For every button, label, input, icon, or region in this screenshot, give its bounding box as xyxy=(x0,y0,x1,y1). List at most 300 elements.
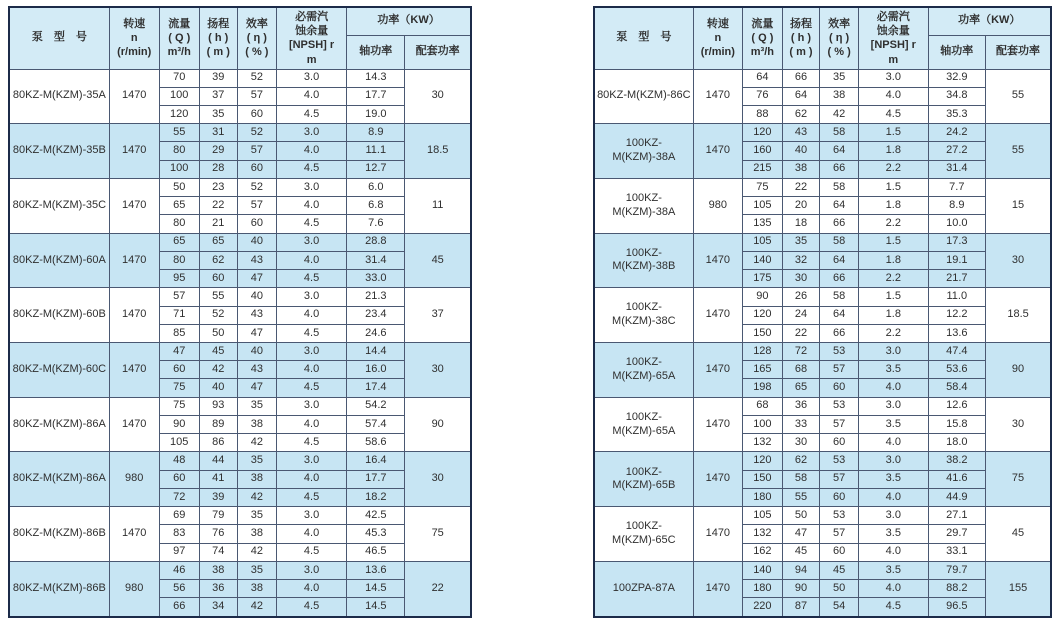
header-line: 蚀余量 xyxy=(876,24,910,37)
eff-cell: 60 xyxy=(237,105,276,123)
npsh-cell: 3.5 xyxy=(859,361,928,379)
npsh-cell: 4.0 xyxy=(276,525,346,543)
eff-cell: 35 xyxy=(237,397,276,415)
npsh-cell: 3.0 xyxy=(276,397,346,415)
shaft-power-cell: 33.0 xyxy=(347,270,405,288)
flow-cell: 71 xyxy=(159,306,199,324)
eff-cell: 53 xyxy=(820,343,859,361)
table-body xyxy=(9,69,471,617)
npsh-cell: 4.0 xyxy=(276,580,346,598)
speed-cell: 980 xyxy=(109,452,159,507)
shaft-power-cell: 21.3 xyxy=(347,288,405,306)
eff-cell: 45 xyxy=(820,561,859,579)
header-line: m³/h xyxy=(167,46,191,59)
header-efficiency xyxy=(237,7,276,69)
header-line: m xyxy=(306,53,317,66)
matched-power-cell: 30 xyxy=(405,343,471,398)
shaft-power-cell: 17.4 xyxy=(347,379,405,397)
shaft-power-cell: 14.3 xyxy=(347,69,405,87)
npsh-cell: 4.0 xyxy=(276,306,346,324)
npsh-cell: 3.0 xyxy=(276,452,346,470)
flow-cell: 48 xyxy=(159,452,199,470)
head-cell: 22 xyxy=(199,197,237,215)
npsh-cell: 1.5 xyxy=(859,124,928,142)
flow-cell: 220 xyxy=(743,598,783,617)
head-cell: 66 xyxy=(782,69,819,87)
shaft-power-cell: 14.5 xyxy=(347,598,405,617)
npsh-cell: 4.0 xyxy=(859,379,928,397)
table-row xyxy=(594,69,1051,87)
table-row xyxy=(594,507,1051,525)
shaft-power-cell: 7.6 xyxy=(347,215,405,233)
eff-cell: 40 xyxy=(237,233,276,251)
flow-cell: 105 xyxy=(743,507,783,525)
head-cell: 35 xyxy=(782,233,819,251)
npsh-cell: 2.2 xyxy=(859,270,928,288)
shaft-power-cell: 12.7 xyxy=(347,160,405,178)
head-cell: 22 xyxy=(782,178,819,196)
header-line: ( η ) xyxy=(829,32,850,45)
header-line: n xyxy=(714,32,722,45)
shaft-power-cell: 88.2 xyxy=(928,580,986,598)
head-cell: 39 xyxy=(199,488,237,506)
npsh-cell: 3.5 xyxy=(859,561,928,579)
matched-power-cell: 30 xyxy=(986,397,1051,452)
pump-model-cell: 100KZ-M(KZM)-38C xyxy=(594,288,693,343)
shaft-power-cell: 46.5 xyxy=(347,543,405,561)
flow-cell: 47 xyxy=(159,343,199,361)
npsh-cell: 2.2 xyxy=(859,324,928,342)
eff-cell: 43 xyxy=(237,251,276,269)
eff-cell: 54 xyxy=(820,598,859,617)
flow-cell: 90 xyxy=(743,288,783,306)
header-pump-model: 泵 型 号 xyxy=(594,7,693,69)
head-cell: 30 xyxy=(782,434,819,452)
flow-cell: 75 xyxy=(743,178,783,196)
flow-cell: 65 xyxy=(159,233,199,251)
eff-cell: 64 xyxy=(820,197,859,215)
head-cell: 47 xyxy=(782,525,819,543)
shaft-power-cell: 42.5 xyxy=(347,507,405,525)
shaft-power-cell: 57.4 xyxy=(347,415,405,433)
matched-power-cell: 55 xyxy=(986,69,1051,124)
npsh-cell: 3.0 xyxy=(859,69,928,87)
eff-cell: 57 xyxy=(820,415,859,433)
eff-cell: 60 xyxy=(237,215,276,233)
flow-cell: 100 xyxy=(159,160,199,178)
pump-model-cell: 80KZ-M(KZM)-60C xyxy=(9,343,109,398)
npsh-cell: 1.5 xyxy=(859,288,928,306)
eff-cell: 42 xyxy=(237,434,276,452)
eff-cell: 47 xyxy=(237,270,276,288)
npsh-cell: 3.0 xyxy=(859,397,928,415)
head-cell: 35 xyxy=(199,105,237,123)
npsh-cell: 4.5 xyxy=(276,488,346,506)
eff-cell: 53 xyxy=(820,452,859,470)
head-cell: 65 xyxy=(782,379,819,397)
head-cell: 30 xyxy=(782,270,819,288)
header-line: m xyxy=(888,53,899,66)
head-cell: 64 xyxy=(782,87,819,105)
pump-model-cell: 100KZ-M(KZM)-38B xyxy=(594,233,693,288)
eff-cell: 60 xyxy=(820,379,859,397)
shaft-power-cell: 19.1 xyxy=(928,251,986,269)
npsh-cell: 1.5 xyxy=(859,178,928,196)
speed-cell: 980 xyxy=(693,178,742,233)
eff-cell: 42 xyxy=(820,105,859,123)
flow-cell: 105 xyxy=(743,233,783,251)
npsh-cell: 3.5 xyxy=(859,470,928,488)
eff-cell: 43 xyxy=(237,361,276,379)
eff-cell: 40 xyxy=(237,288,276,306)
eff-cell: 40 xyxy=(237,343,276,361)
head-cell: 45 xyxy=(782,543,819,561)
shaft-power-cell: 31.4 xyxy=(928,160,986,178)
speed-cell: 1470 xyxy=(109,288,159,343)
flow-cell: 120 xyxy=(743,452,783,470)
eff-cell: 35 xyxy=(820,69,859,87)
flow-cell: 70 xyxy=(159,69,199,87)
flow-cell: 56 xyxy=(159,580,199,598)
shaft-power-cell: 14.5 xyxy=(347,580,405,598)
header-line: ( h ) xyxy=(208,32,229,45)
npsh-cell: 4.0 xyxy=(859,87,928,105)
eff-cell: 57 xyxy=(820,361,859,379)
flow-cell: 72 xyxy=(159,488,199,506)
shaft-power-cell: 24.6 xyxy=(347,324,405,342)
header-line: 必需汽 xyxy=(876,10,910,23)
matched-power-cell: 45 xyxy=(986,507,1051,562)
npsh-cell: 4.5 xyxy=(276,434,346,452)
head-cell: 32 xyxy=(782,251,819,269)
flow-cell: 150 xyxy=(743,470,783,488)
header-matched-power: 配套功率 xyxy=(986,35,1051,69)
pump-table-right xyxy=(593,6,1052,618)
header-line: ( Q ) xyxy=(751,32,774,45)
flow-cell: 65 xyxy=(159,197,199,215)
matched-power-cell: 75 xyxy=(405,507,471,562)
header-line: 转速 xyxy=(706,17,729,30)
npsh-cell: 3.0 xyxy=(276,233,346,251)
table-header xyxy=(594,7,1051,69)
speed-cell: 1470 xyxy=(693,69,742,124)
header-line: ( m ) xyxy=(789,46,813,59)
eff-cell: 57 xyxy=(820,470,859,488)
shaft-power-cell: 79.7 xyxy=(928,561,986,579)
matched-power-cell: 90 xyxy=(405,397,471,452)
shaft-power-cell: 15.8 xyxy=(928,415,986,433)
eff-cell: 38 xyxy=(237,415,276,433)
shaft-power-cell: 14.4 xyxy=(347,343,405,361)
speed-cell: 1470 xyxy=(693,397,742,452)
head-cell: 45 xyxy=(199,343,237,361)
flow-cell: 105 xyxy=(159,434,199,452)
header-line: n xyxy=(130,32,138,45)
npsh-cell: 3.0 xyxy=(859,507,928,525)
head-cell: 31 xyxy=(199,124,237,142)
shaft-power-cell: 18.0 xyxy=(928,434,986,452)
flow-cell: 135 xyxy=(743,215,783,233)
npsh-cell: 2.2 xyxy=(859,215,928,233)
flow-cell: 175 xyxy=(743,270,783,288)
table-body xyxy=(594,69,1051,617)
head-cell: 29 xyxy=(199,142,237,160)
header-shaft-power: 轴功率 xyxy=(928,35,986,69)
head-cell: 87 xyxy=(782,598,819,617)
flow-cell: 120 xyxy=(743,306,783,324)
npsh-cell: 1.8 xyxy=(859,142,928,160)
shaft-power-cell: 23.4 xyxy=(347,306,405,324)
eff-cell: 57 xyxy=(237,197,276,215)
eff-cell: 50 xyxy=(820,580,859,598)
shaft-power-cell: 12.2 xyxy=(928,306,986,324)
shaft-power-cell: 16.4 xyxy=(347,452,405,470)
shaft-power-cell: 33.1 xyxy=(928,543,986,561)
table-header xyxy=(9,7,471,69)
npsh-cell: 1.5 xyxy=(859,233,928,251)
header-line: ( m ) xyxy=(206,46,230,59)
pump-model-cell: 100KZ-M(KZM)-38A xyxy=(594,124,693,179)
eff-cell: 58 xyxy=(820,124,859,142)
matched-power-cell: 30 xyxy=(986,233,1051,288)
pump-model-cell: 100KZ-M(KZM)-65A xyxy=(594,343,693,398)
header-efficiency xyxy=(820,7,859,69)
matched-power-cell: 45 xyxy=(405,233,471,288)
flow-cell: 120 xyxy=(743,124,783,142)
table-row xyxy=(9,124,471,142)
flow-cell: 180 xyxy=(743,580,783,598)
shaft-power-cell: 16.0 xyxy=(347,361,405,379)
matched-power-cell: 90 xyxy=(986,343,1051,398)
pump-model-cell: 80KZ-M(KZM)-86A xyxy=(9,397,109,452)
head-cell: 65 xyxy=(199,233,237,251)
shaft-power-cell: 44.9 xyxy=(928,488,986,506)
header-line: 流量 xyxy=(751,17,774,30)
pump-model-cell: 100KZ-M(KZM)-65B xyxy=(594,452,693,507)
speed-cell: 1470 xyxy=(109,507,159,562)
npsh-cell: 4.0 xyxy=(276,251,346,269)
shaft-power-cell: 6.8 xyxy=(347,197,405,215)
table-row xyxy=(594,288,1051,306)
flow-cell: 162 xyxy=(743,543,783,561)
npsh-cell: 3.0 xyxy=(859,452,928,470)
table-row xyxy=(594,452,1051,470)
matched-power-cell: 15 xyxy=(986,178,1051,233)
npsh-cell: 1.8 xyxy=(859,306,928,324)
flow-cell: 80 xyxy=(159,142,199,160)
head-cell: 60 xyxy=(199,270,237,288)
speed-cell: 1470 xyxy=(693,233,742,288)
head-cell: 24 xyxy=(782,306,819,324)
head-cell: 90 xyxy=(782,580,819,598)
head-cell: 89 xyxy=(199,415,237,433)
head-cell: 62 xyxy=(782,105,819,123)
eff-cell: 38 xyxy=(820,87,859,105)
shaft-power-cell: 12.6 xyxy=(928,397,986,415)
eff-cell: 66 xyxy=(820,324,859,342)
shaft-power-cell: 45.3 xyxy=(347,525,405,543)
head-cell: 33 xyxy=(782,415,819,433)
flow-cell: 140 xyxy=(743,561,783,579)
npsh-cell: 3.0 xyxy=(276,124,346,142)
header-pump-model: 泵 型 号 xyxy=(9,7,109,69)
head-cell: 42 xyxy=(199,361,237,379)
head-cell: 40 xyxy=(782,142,819,160)
matched-power-cell: 18.5 xyxy=(986,288,1051,343)
flow-cell: 100 xyxy=(159,87,199,105)
header-power: 功率（KW） xyxy=(347,7,471,35)
head-cell: 52 xyxy=(199,306,237,324)
header-line: ( % ) xyxy=(245,46,269,59)
shaft-power-cell: 32.9 xyxy=(928,69,986,87)
pump-model-cell: 100KZ-M(KZM)-38A xyxy=(594,178,693,233)
speed-cell: 1470 xyxy=(693,288,742,343)
header-line: (r/min) xyxy=(700,46,735,59)
header-npsh xyxy=(859,7,928,69)
head-cell: 62 xyxy=(782,452,819,470)
flow-cell: 69 xyxy=(159,507,199,525)
header-speed xyxy=(109,7,159,69)
head-cell: 94 xyxy=(782,561,819,579)
eff-cell: 35 xyxy=(237,507,276,525)
npsh-cell: 4.0 xyxy=(859,434,928,452)
shaft-power-cell: 27.1 xyxy=(928,507,986,525)
shaft-power-cell: 58.6 xyxy=(347,434,405,452)
flow-cell: 90 xyxy=(159,415,199,433)
eff-cell: 43 xyxy=(237,306,276,324)
npsh-cell: 4.0 xyxy=(859,543,928,561)
shaft-power-cell: 41.6 xyxy=(928,470,986,488)
speed-cell: 1470 xyxy=(693,124,742,179)
speed-cell: 1470 xyxy=(109,397,159,452)
header-shaft-power: 轴功率 xyxy=(347,35,405,69)
shaft-power-cell: 19.0 xyxy=(347,105,405,123)
shaft-power-cell: 18.2 xyxy=(347,488,405,506)
shaft-power-cell: 58.4 xyxy=(928,379,986,397)
table-row xyxy=(594,124,1051,142)
npsh-cell: 3.0 xyxy=(276,288,346,306)
eff-cell: 57 xyxy=(237,142,276,160)
matched-power-cell: 75 xyxy=(986,452,1051,507)
speed-cell: 1470 xyxy=(109,178,159,233)
head-cell: 93 xyxy=(199,397,237,415)
head-cell: 43 xyxy=(782,124,819,142)
header-line: ( η ) xyxy=(246,32,267,45)
flow-cell: 150 xyxy=(743,324,783,342)
head-cell: 38 xyxy=(782,160,819,178)
speed-cell: 1470 xyxy=(109,233,159,288)
npsh-cell: 3.5 xyxy=(859,525,928,543)
npsh-cell: 3.5 xyxy=(859,415,928,433)
flow-cell: 80 xyxy=(159,251,199,269)
speed-cell: 1470 xyxy=(109,124,159,179)
eff-cell: 42 xyxy=(237,488,276,506)
flow-cell: 97 xyxy=(159,543,199,561)
shaft-power-cell: 35.3 xyxy=(928,105,986,123)
header-head xyxy=(782,7,819,69)
flow-cell: 76 xyxy=(743,87,783,105)
header-row-top xyxy=(9,7,471,35)
flow-cell: 66 xyxy=(159,598,199,617)
head-cell: 50 xyxy=(782,507,819,525)
flow-cell: 68 xyxy=(743,397,783,415)
eff-cell: 60 xyxy=(820,434,859,452)
shaft-power-cell: 17.3 xyxy=(928,233,986,251)
eff-cell: 47 xyxy=(237,324,276,342)
head-cell: 18 xyxy=(782,215,819,233)
eff-cell: 35 xyxy=(237,452,276,470)
eff-cell: 38 xyxy=(237,525,276,543)
pump-model-cell: 80KZ-M(KZM)-35C xyxy=(9,178,109,233)
shaft-power-cell: 24.2 xyxy=(928,124,986,142)
pump-model-cell: 80KZ-M(KZM)-35B xyxy=(9,124,109,179)
table-row xyxy=(9,178,471,196)
shaft-power-cell: 7.7 xyxy=(928,178,986,196)
matched-power-cell: 22 xyxy=(405,561,471,617)
eff-cell: 66 xyxy=(820,270,859,288)
eff-cell: 38 xyxy=(237,470,276,488)
flow-cell: 46 xyxy=(159,561,199,579)
flow-cell: 64 xyxy=(743,69,783,87)
header-line: 转速 xyxy=(123,17,146,30)
npsh-cell: 4.0 xyxy=(276,197,346,215)
speed-cell: 1470 xyxy=(693,343,742,398)
speed-cell: 980 xyxy=(109,561,159,617)
npsh-cell: 4.5 xyxy=(276,543,346,561)
flow-cell: 215 xyxy=(743,160,783,178)
npsh-cell: 4.5 xyxy=(859,598,928,617)
shaft-power-cell: 13.6 xyxy=(928,324,986,342)
flow-cell: 198 xyxy=(743,379,783,397)
eff-cell: 60 xyxy=(237,160,276,178)
flow-cell: 60 xyxy=(159,470,199,488)
flow-cell: 180 xyxy=(743,488,783,506)
npsh-cell: 3.0 xyxy=(276,343,346,361)
pump-model-cell: 80KZ-M(KZM)-60B xyxy=(9,288,109,343)
shaft-power-cell: 47.4 xyxy=(928,343,986,361)
matched-power-cell: 55 xyxy=(986,124,1051,179)
header-line: 必需汽 xyxy=(295,10,329,23)
speed-cell: 1470 xyxy=(109,343,159,398)
flow-cell: 128 xyxy=(743,343,783,361)
flow-cell: 85 xyxy=(159,324,199,342)
header-line: 效率 xyxy=(245,17,268,30)
header-power: 功率（KW） xyxy=(928,7,1051,35)
flow-cell: 132 xyxy=(743,434,783,452)
npsh-cell: 4.0 xyxy=(276,87,346,105)
shaft-power-cell: 31.4 xyxy=(347,251,405,269)
table-row xyxy=(9,452,471,470)
head-cell: 36 xyxy=(199,580,237,598)
eff-cell: 57 xyxy=(237,87,276,105)
header-head xyxy=(199,7,237,69)
header-line: 扬程 xyxy=(207,17,230,30)
shaft-power-cell: 54.2 xyxy=(347,397,405,415)
npsh-cell: 4.5 xyxy=(276,215,346,233)
eff-cell: 38 xyxy=(237,580,276,598)
header-line: ( h ) xyxy=(790,32,812,45)
shaft-power-cell: 29.7 xyxy=(928,525,986,543)
eff-cell: 60 xyxy=(820,488,859,506)
eff-cell: 52 xyxy=(237,124,276,142)
eff-cell: 66 xyxy=(820,160,859,178)
eff-cell: 42 xyxy=(237,543,276,561)
shaft-power-cell: 53.6 xyxy=(928,361,986,379)
header-line: [NPSH] r xyxy=(870,39,916,52)
shaft-power-cell: 8.9 xyxy=(928,197,986,215)
header-row-top xyxy=(594,7,1051,35)
flow-cell: 75 xyxy=(159,379,199,397)
